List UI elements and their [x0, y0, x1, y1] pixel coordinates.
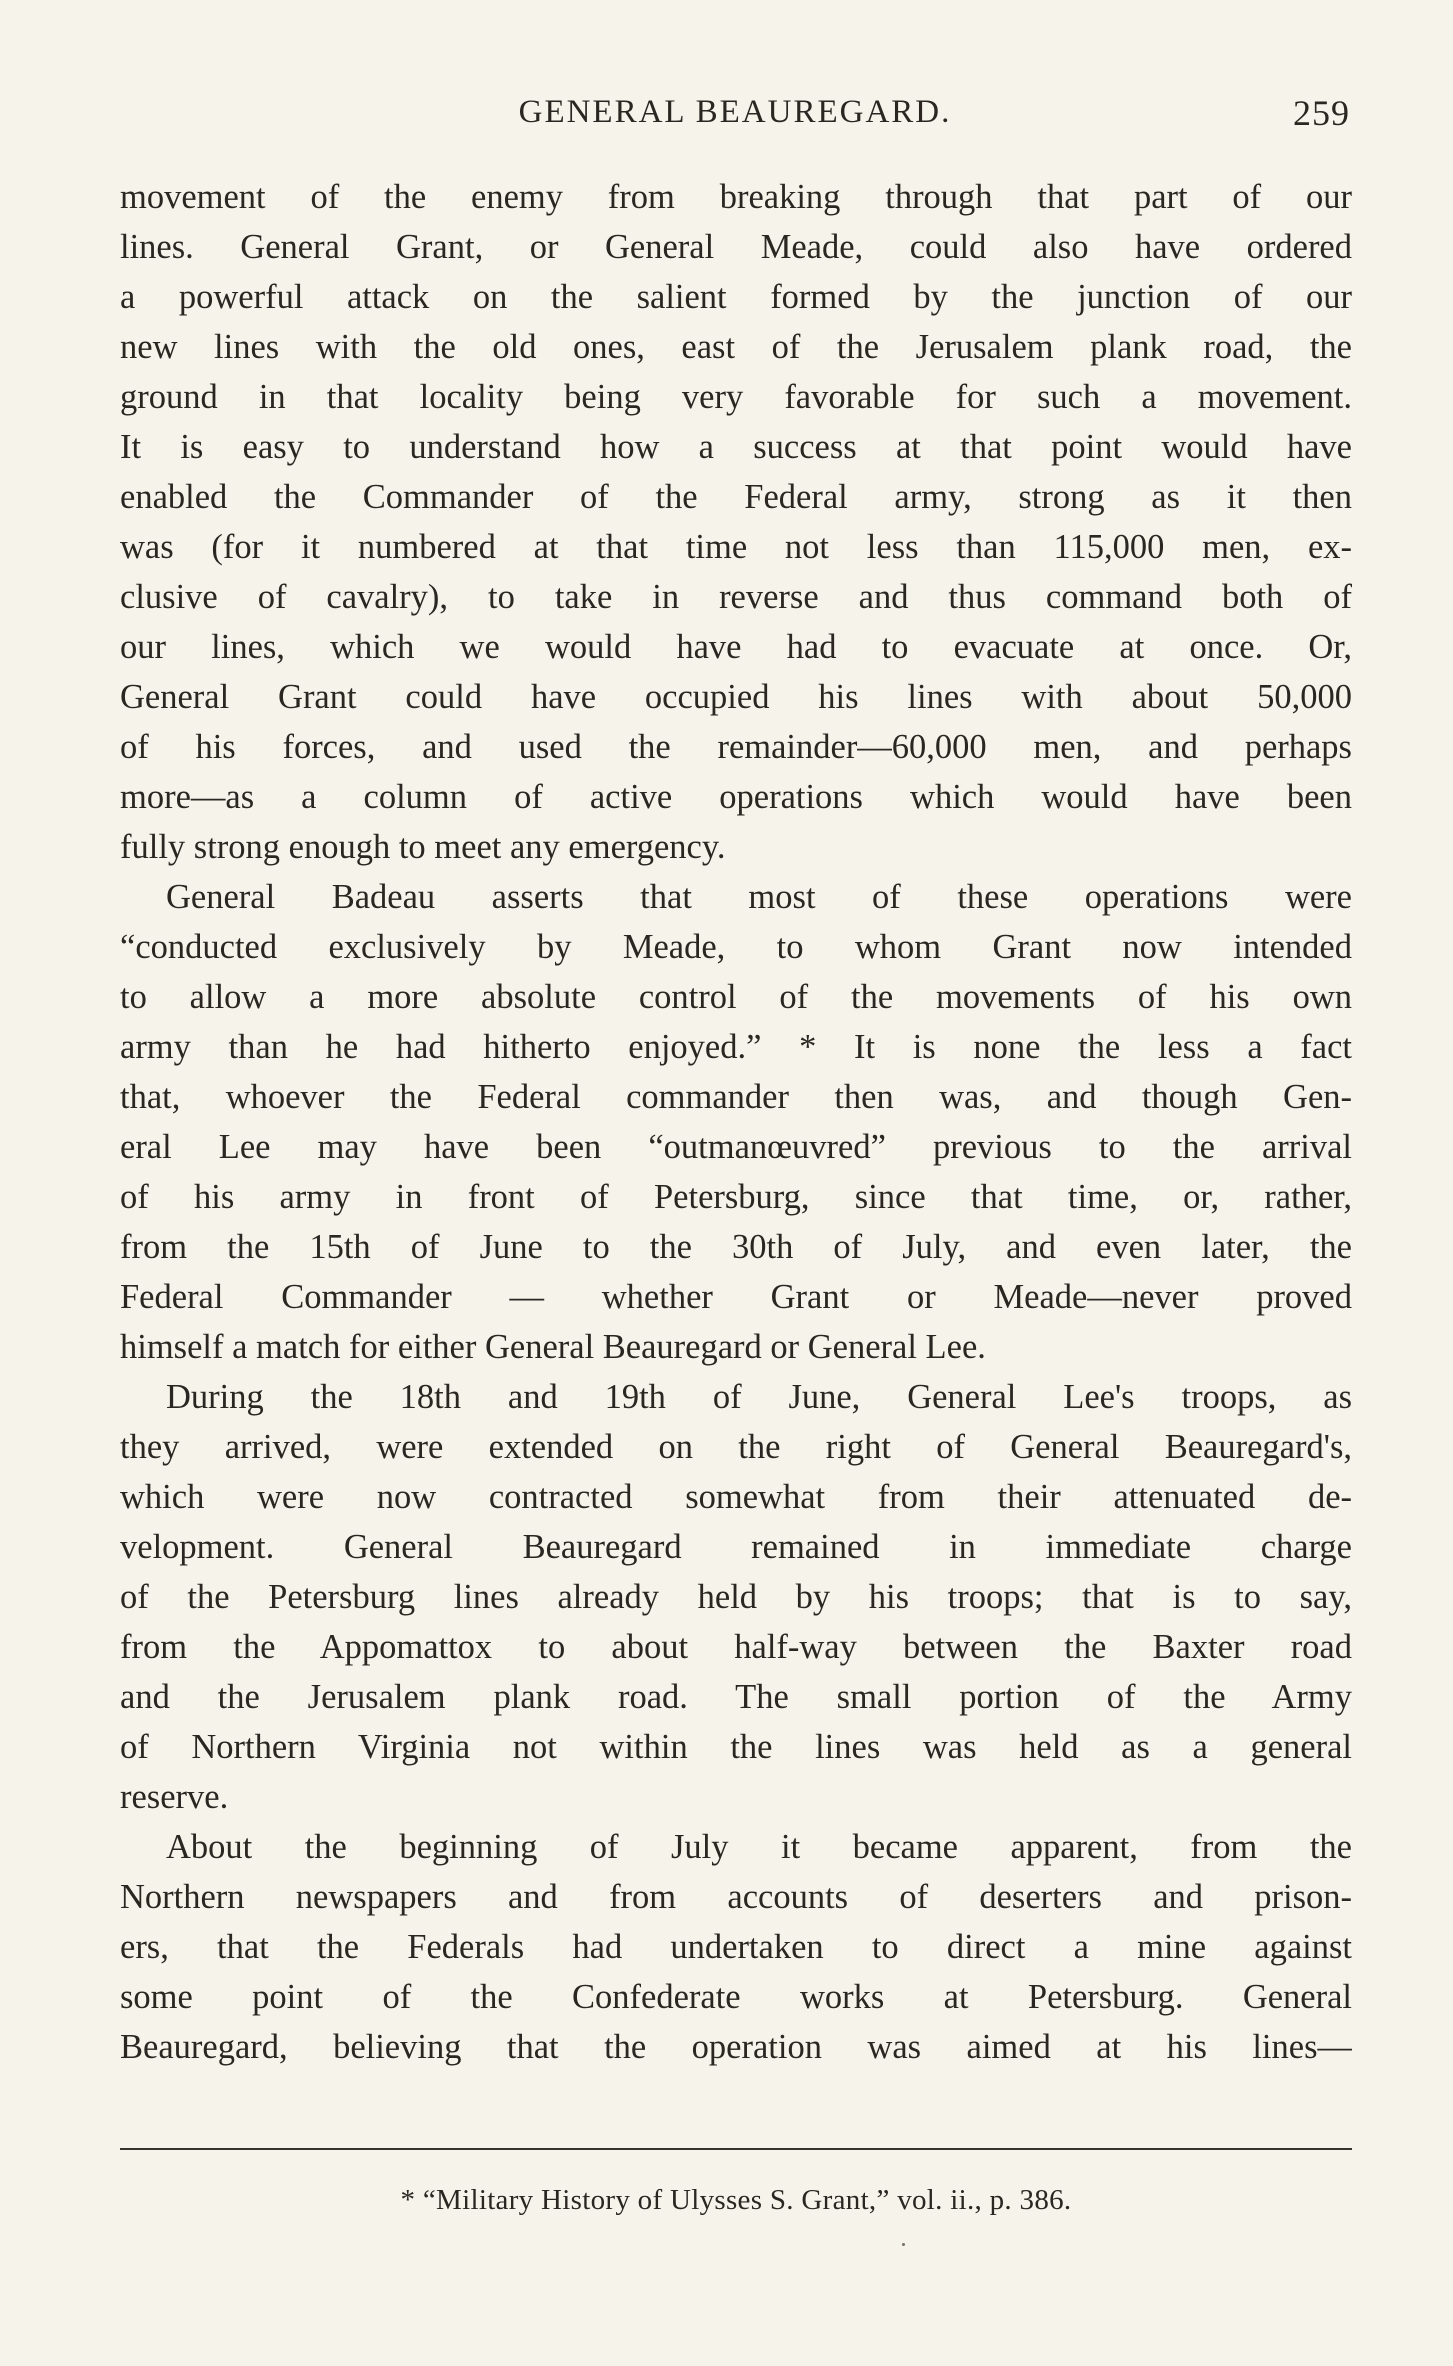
- text-line: enabled the Commander of the Federal army, strong as it then: [120, 478, 1352, 516]
- text-line: Beauregard, believing that the operation was aimed at his lines—: [120, 2028, 1352, 2066]
- text-line: General Grant could have occupied his lines with about 50,000: [120, 678, 1352, 716]
- text-line: lines. General Grant, or General Meade, could also have ordered: [120, 228, 1352, 266]
- text-line: During the 18th and 19th of June, General Lee's troops, as: [166, 1378, 1352, 1416]
- text-line: a powerful attack on the salient formed by the junction of our: [120, 278, 1352, 316]
- text-line: It is easy to understand how a success at that point would have: [120, 428, 1352, 466]
- text-line: ers, that the Federals had undertaken to direct a mine against: [120, 1928, 1352, 1966]
- text-line: to allow a more absolute control of the movements of his own: [120, 978, 1352, 1016]
- footnote-rule: [120, 2148, 1352, 2150]
- text-line: that, whoever the Federal commander then was, and though Gen-: [120, 1078, 1352, 1116]
- text-line: Northern newspapers and from accounts of deserters and prison-: [120, 1878, 1352, 1916]
- text-line: clusive of cavalry), to take in reverse and thus command both of: [120, 578, 1352, 616]
- text-line: army than he had hitherto enjoyed.” * It is none the less a fact: [120, 1028, 1352, 1066]
- text-line: of his army in front of Petersburg, since that time, or, rather,: [120, 1178, 1352, 1216]
- text-line: of his forces, and used the remainder—60,000 men, and perhaps: [120, 728, 1352, 766]
- text-line: of the Petersburg lines already held by his troops; that is to say,: [120, 1578, 1352, 1616]
- text-line: fully strong enough to meet any emergency.: [120, 828, 726, 866]
- text-line: reserve.: [120, 1778, 229, 1816]
- text-line: velopment. General Beauregard remained in immediate charge: [120, 1528, 1352, 1566]
- text-line: was (for it numbered at that time not less than 115,000 men, ex-: [120, 528, 1352, 566]
- body-text: [120, 172, 1352, 2072]
- text-line: himself a match for either General Beauregard or General Lee.: [120, 1328, 986, 1366]
- page-number: 259: [1293, 93, 1350, 133]
- text-line: eral Lee may have been “outmanœuvred” previous to the arrival: [120, 1128, 1352, 1166]
- text-line: of Northern Virginia not within the lines was held as a general: [120, 1728, 1352, 1766]
- text-line: some point of the Confederate works at Petersburg. General: [120, 1978, 1352, 2016]
- text-line: and the Jerusalem plank road. The small portion of the Army: [120, 1678, 1352, 1716]
- running-title: GENERAL BEAUREGARD.: [518, 94, 952, 130]
- text-line: “conducted exclusively by Meade, to whom Grant now intended: [120, 928, 1352, 966]
- text-line: movement of the enemy from breaking through that part of our: [120, 178, 1352, 216]
- footnote: * “Military History of Ulysses S. Grant,” vol. ii., p. 386.: [400, 2184, 1072, 2216]
- running-head: [120, 88, 1350, 138]
- text-line: from the 15th of June to the 30th of July, and even later, the: [120, 1228, 1352, 1266]
- text-line: Federal Commander — whether Grant or Meade—never proved: [120, 1278, 1352, 1316]
- text-line: About the beginning of July it became apparent, from the: [166, 1828, 1352, 1866]
- text-line: they arrived, were extended on the right of General Beauregard's,: [120, 1428, 1352, 1466]
- text-line: which were now contracted somewhat from their attenuated de-: [120, 1478, 1352, 1516]
- text-line: from the Appomattox to about half-way between the Baxter road: [120, 1628, 1352, 1666]
- text-line: more—as a column of active operations which would have been: [120, 778, 1352, 816]
- text-line: our lines, which we would have had to evacuate at once. Or,: [120, 628, 1352, 666]
- text-line: General Badeau asserts that most of these operations were: [166, 878, 1352, 916]
- text-line: new lines with the old ones, east of the Jerusalem plank road, the: [120, 328, 1352, 366]
- text-line: ground in that locality being very favorable for such a movement.: [120, 378, 1352, 416]
- paper-speck: [902, 2243, 905, 2246]
